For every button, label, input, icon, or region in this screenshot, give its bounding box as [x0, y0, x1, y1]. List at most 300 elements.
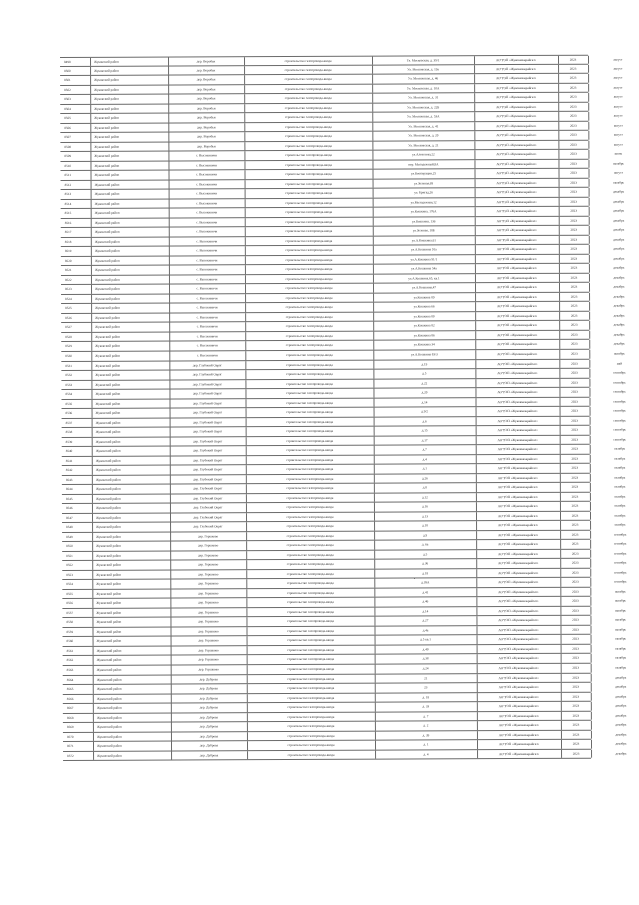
- address-cell: д.18: [422, 571, 429, 576]
- year-cell: 2023: [572, 589, 579, 594]
- address-cell: ул.Кошкина 34: [413, 342, 435, 347]
- month-cell: август: [613, 142, 623, 147]
- month-cell: октябрь: [615, 646, 627, 651]
- month-cell: декабрь: [613, 313, 625, 318]
- address-cell: д.12: [422, 495, 428, 500]
- locality-cell: дер. Горшково: [198, 562, 219, 567]
- row-number: 8502: [64, 87, 71, 92]
- district-cell: Жуковский район: [96, 591, 122, 596]
- locality-cell: с. Высокиничи: [196, 324, 218, 329]
- year-cell: 2023: [571, 513, 579, 518]
- row-number: 8572: [67, 753, 74, 758]
- month-cell: декабрь: [613, 237, 625, 242]
- district-cell: Жуковский район: [94, 77, 119, 82]
- year-cell: 2023: [570, 218, 578, 223]
- address-cell: д. 4: [423, 752, 429, 757]
- organization-cell: АО"РЭП «Жуковмежрайгаз»: [497, 513, 539, 518]
- month-cell: октябрь: [614, 617, 626, 623]
- locality-cell: дер. Воробьи: [197, 143, 216, 149]
- locality-cell: дер. Воробьи: [197, 124, 216, 130]
- work-cell: строительство газопровода-ввода: [287, 666, 335, 672]
- district-cell: Жуковский район: [94, 144, 120, 149]
- year-cell: 2023: [571, 408, 578, 413]
- district-cell: Жуковский район: [95, 467, 121, 473]
- work-cell: строительство газопровода-ввода: [286, 476, 334, 481]
- district-cell: Жуковский район: [96, 639, 122, 644]
- work-cell: строительство газопровода-ввода: [285, 162, 332, 167]
- work-cell: строительство газопровода-ввода: [285, 210, 333, 215]
- month-cell: октябрь: [612, 161, 624, 166]
- year-cell: 2023: [572, 684, 580, 689]
- address-cell: ул.А.Кошкина 54а: [411, 266, 437, 271]
- organization-cell: АО"РЭП «Жуковмежрайгаз»: [498, 637, 539, 642]
- row-number: 8512: [64, 182, 72, 187]
- organization-cell: АО"РЭП «Жуковмежрайгаз»: [497, 485, 539, 490]
- table-row: [63, 749, 627, 761]
- organization-cell: АО"РЭП «Жуковмежрайгаз»: [498, 751, 540, 756]
- locality-cell: дер. Глубокий Овраг: [193, 467, 223, 472]
- district-cell: Жуковский район: [94, 125, 120, 130]
- locality-cell: с. Высокиничи: [196, 343, 218, 348]
- row-number: 8541: [65, 458, 73, 463]
- locality-cell: дер. Горшково: [198, 591, 219, 596]
- month-cell: сентябрь: [613, 389, 626, 394]
- year-cell: 2023: [570, 189, 577, 194]
- row-number: 8501: [64, 77, 71, 83]
- organization-cell: АО"РЭП «Жуковмежрайгаз»: [497, 504, 539, 509]
- work-cell: строительство газопровода-ввода: [286, 514, 334, 519]
- year-cell: 2023: [569, 57, 577, 62]
- district-cell: Жуковский район: [96, 658, 122, 663]
- month-cell: август: [613, 113, 623, 118]
- locality-cell: дер. Горшково: [198, 600, 219, 605]
- locality-cell: дер. Глубокий Овраг: [193, 429, 223, 434]
- organization-cell: АО"РЭП «Жуковмежрайгаз»: [496, 114, 537, 119]
- address-cell: 23: [424, 685, 428, 690]
- work-cell: строительство газопровода-ввода: [287, 638, 334, 643]
- work-cell: строительство газопровода-ввода: [285, 295, 333, 300]
- organization-cell: АО"РЭП «Жуковмежрайгаз»: [498, 675, 539, 680]
- locality-cell: дер. Глубокий Овраг: [193, 448, 223, 453]
- district-cell: Жуковский район: [94, 96, 119, 101]
- organization-cell: АО"РЭП «Жуковмежрайгаз»: [498, 561, 539, 566]
- work-cell: строительство газопровода-ввода: [286, 409, 333, 415]
- organization-cell: АО"РЭП «Жуковмежрайгаз»: [498, 656, 539, 661]
- work-cell: строительство газопровода-ввода: [284, 58, 332, 64]
- district-cell: Жуковский район: [95, 334, 121, 339]
- organization-cell: АО"РЭП «Жуковмежрайгаз»: [498, 551, 539, 556]
- district-cell: Жуковский район: [94, 163, 120, 168]
- row-number: 8522: [64, 277, 72, 282]
- district-cell: Жуковский район: [95, 496, 121, 501]
- organization-cell: АО"РЭП «Жуковмежрайгаз»: [498, 742, 540, 747]
- locality-cell: дер. Глубокий Овраг: [192, 391, 222, 396]
- district-cell: Жуковский район: [94, 249, 120, 254]
- locality-cell: дер. Дуброва: [199, 705, 218, 710]
- organization-cell: АО"РЭП «Жуковмежрайгаз»: [496, 133, 537, 138]
- row-number: 8552: [66, 563, 73, 568]
- row-number: 8517: [64, 230, 72, 235]
- work-cell: строительство газопровода-ввода: [285, 305, 333, 310]
- row-number: 8531: [65, 363, 72, 368]
- year-cell: 2023: [569, 94, 577, 99]
- month-cell: август: [613, 104, 623, 109]
- row-number: 8518: [64, 239, 72, 244]
- month-cell: сентябрь: [613, 541, 627, 546]
- row-number: 8527: [65, 325, 72, 330]
- district-cell: Жуковский район: [94, 201, 120, 206]
- row-number: 8554: [66, 582, 73, 587]
- work-cell: строительство газопровода-ввода: [285, 324, 333, 329]
- organization-cell: АО"РЭП «Жуковмежрайгаз»: [497, 523, 539, 528]
- month-cell: июнь: [614, 151, 623, 156]
- organization-cell: АО"РЭП «Жуковмежрайгаз»: [496, 190, 537, 195]
- district-cell: Жуковский район: [94, 210, 120, 216]
- organization-cell: АО"РЭП «Жуковмежрайгаз»: [497, 542, 539, 547]
- address-cell: ул.А.Кошкина 91/1: [410, 257, 438, 262]
- work-cell: строительство газопровода-ввода: [287, 733, 335, 738]
- month-cell: сентябрь: [613, 380, 626, 385]
- month-cell: август: [613, 66, 623, 71]
- address-cell: д.5: [422, 371, 427, 376]
- organization-cell: АО"РЭП «Жуковмежрайгаз»: [496, 180, 537, 185]
- district-cell: Жуковский район: [95, 401, 121, 406]
- work-cell: строительство газопровода-ввода: [286, 419, 334, 424]
- district-cell: Жуковский район: [94, 191, 120, 197]
- address-cell: ул. Бригад,26: [414, 190, 433, 195]
- month-cell: декабрь: [615, 675, 627, 680]
- year-cell: 2023: [570, 323, 578, 328]
- district-cell: Жуковский район: [95, 458, 121, 463]
- organization-cell: АО"РЭП «Жуковмежрайгаз»: [497, 389, 538, 395]
- month-cell: сентябрь: [613, 370, 626, 375]
- address-cell: ул.Молодежная,12: [410, 200, 437, 205]
- work-cell: строительство газопровода-ввода: [286, 438, 334, 443]
- month-cell: октябрь: [614, 446, 626, 451]
- organization-cell: АО"РЭП «Жуковмежрайгаз»: [495, 85, 537, 90]
- address-cell: д.18: [422, 523, 428, 528]
- work-cell: строительство газопровода-ввода: [285, 238, 333, 243]
- address-cell: Ул. Московская, д. 53А: [406, 114, 440, 119]
- address-cell: д.22: [421, 380, 428, 385]
- organization-cell: АО"РЭП «Жуковмежрайгаз»: [497, 408, 538, 414]
- work-cell: строительство газопровода-ввода: [285, 257, 333, 262]
- locality-cell: с. Высокиничи: [196, 239, 218, 244]
- district-cell: Жуковский район: [95, 477, 121, 482]
- year-cell: 2023: [572, 599, 579, 604]
- year-cell: 2023: [572, 722, 580, 727]
- work-cell: строительство газопровода-ввода: [286, 562, 334, 567]
- work-cell: строительство газопровода-ввода: [284, 76, 332, 82]
- district-cell: Жуковский район: [95, 353, 121, 358]
- month-cell: сентябрь: [613, 532, 627, 537]
- month-cell: декабрь: [613, 294, 625, 299]
- locality-cell: с. Высокиничи: [196, 334, 218, 339]
- locality-cell: дер. Горшково: [198, 572, 219, 577]
- year-cell: 2023: [572, 646, 579, 651]
- row-number: 8528: [65, 334, 72, 339]
- organization-cell: АО"РЭП «Жуковмежрайгаз»: [496, 171, 537, 176]
- organization-cell: АО"РЭП «Жуковмежрайгаз»: [498, 599, 539, 604]
- row-number: 8538: [65, 430, 73, 435]
- organization-cell: АО"РЭП «Жуковмежрайгаз»: [498, 694, 539, 699]
- address-cell: ул.А.Кошкина 91а: [411, 247, 437, 252]
- work-cell: строительство газопровода-ввода: [285, 191, 333, 196]
- row-number: 8571: [66, 744, 74, 749]
- address-cell: д.5: [423, 552, 428, 557]
- month-cell: декабрь: [613, 199, 625, 204]
- organization-cell: АО"РЭП «Жуковмежрайгаз»: [498, 618, 539, 623]
- row-number: 8542: [65, 468, 73, 473]
- district-cell: Жуковский район: [94, 87, 119, 92]
- work-cell: строительство газопровода-ввода: [287, 647, 335, 652]
- year-cell: 2023: [571, 361, 578, 366]
- row-number: 8569: [66, 725, 74, 730]
- district-cell: Жуковский район: [95, 505, 121, 511]
- year-cell: 2023: [571, 503, 579, 509]
- month-cell: декабрь: [613, 275, 625, 280]
- locality-cell: дер. Глубокий Овраг: [193, 486, 223, 491]
- district-cell: Жуковский район: [96, 648, 122, 653]
- locality-cell: дер. Горшково: [198, 543, 219, 548]
- address-cell: пер. Молодежный,8А: [408, 162, 439, 167]
- organization-cell: АО"РЭП «Жуковмежрайгаз»: [497, 351, 538, 357]
- district-cell: Жуковский район: [96, 544, 121, 549]
- locality-cell: дер. Воробьи: [196, 115, 216, 120]
- work-cell: строительство газопровода-ввода: [285, 172, 332, 177]
- address-cell: Ул. Московская, д. 10А: [406, 85, 440, 91]
- address-cell: д.14: [422, 609, 429, 614]
- work-cell: строительство газопровода-ввода: [285, 362, 333, 367]
- organization-cell: АО"РЭП «Жуковмежрайгаз»: [497, 447, 538, 452]
- district-cell: Жуковский район: [94, 153, 120, 159]
- locality-cell: дер. Горшково: [198, 581, 219, 586]
- month-cell: сентябрь: [613, 427, 626, 432]
- address-cell: д.9: [423, 533, 428, 538]
- locality-cell: с. Высокиничи: [196, 210, 218, 215]
- month-cell: октябрь: [615, 627, 626, 632]
- locality-cell: дер. Дуброва: [199, 724, 219, 729]
- locality-cell: дер. Глубокий Овраг: [193, 457, 223, 463]
- organization-cell: АО"РЭП «Жуковмежрайгаз»: [498, 684, 539, 690]
- locality-cell: дер. Дуброва: [199, 695, 218, 700]
- district-cell: Жуковский район: [95, 372, 121, 377]
- year-cell: 2023: [569, 66, 577, 71]
- year-cell: 2023: [571, 551, 579, 556]
- address-cell: д.20: [421, 390, 428, 395]
- row-number: 8568: [66, 715, 74, 720]
- district-cell: Жуковский район: [96, 610, 122, 615]
- district-cell: Жуковский район: [96, 572, 122, 577]
- district-cell: Жуковский район: [94, 59, 119, 64]
- row-number: 8570: [66, 734, 74, 739]
- district-cell: Жуковский район: [97, 753, 122, 758]
- work-cell: строительство газопровода-ввода: [285, 248, 333, 253]
- row-number: 8503: [64, 97, 71, 102]
- locality-cell: дер. Дуброва: [199, 743, 219, 748]
- work-cell: строительство газопровода-ввода: [286, 495, 334, 500]
- work-cell: строительство газопровода-ввода: [286, 390, 333, 396]
- year-cell: 2023: [570, 256, 578, 261]
- month-cell: декабрь: [613, 227, 625, 232]
- row-number: 8540: [65, 449, 73, 454]
- row-number: 8509: [64, 154, 72, 159]
- organization-cell: АО"РЭП «Жуковмежрайгаз»: [497, 342, 538, 347]
- locality-cell: дер. Горшково: [198, 629, 219, 634]
- work-cell: строительство газопровода-ввода: [287, 714, 335, 719]
- year-cell: 2023: [571, 494, 579, 499]
- row-number: 8529: [65, 344, 72, 349]
- address-cell: д.16: [422, 504, 428, 509]
- work-cell: строительство газопровода-ввода: [286, 466, 334, 472]
- locality-cell: с. Высокиничи: [196, 315, 218, 320]
- month-cell: декабрь: [613, 342, 625, 347]
- year-cell: 2023: [571, 399, 578, 404]
- month-cell: август: [613, 75, 623, 80]
- locality-cell: с. Высокиничи: [196, 182, 218, 187]
- locality-cell: с. Высокиничи: [196, 172, 218, 177]
- district-cell: Жуковский район: [96, 667, 122, 672]
- year-cell: 2023: [570, 304, 578, 309]
- district-cell: Жуковский район: [96, 629, 122, 634]
- work-cell: строительство газопровода-ввода: [286, 552, 334, 557]
- month-cell: декабрь: [613, 332, 625, 337]
- district-cell: Жуковский район: [96, 743, 122, 748]
- district-cell: Жуковский район: [96, 601, 122, 606]
- locality-cell: дер. Горшково: [198, 638, 219, 643]
- organization-cell: АО"РЭП «Жуковмежрайгаз»: [495, 75, 537, 81]
- work-cell: строительство газопровода-ввода: [284, 143, 332, 148]
- address-cell: ул.А.Кошкина,47: [411, 285, 437, 290]
- locality-cell: с. Высокиничи: [195, 162, 217, 168]
- row-number: 8545: [65, 496, 73, 501]
- organization-cell: АО"РЭП «Жуковмежрайгаз»: [496, 152, 537, 157]
- district-cell: Жуковский район: [95, 344, 121, 349]
- row-number: 8561: [66, 648, 74, 653]
- row-number: 8532: [65, 372, 72, 377]
- address-cell: 21: [424, 675, 428, 680]
- address-cell: ул.Кошкина, 176А: [410, 209, 437, 214]
- locality-cell: с. Высокиничи: [196, 296, 218, 301]
- row-number: 8516: [64, 220, 72, 225]
- row-number: 8500: [64, 68, 71, 73]
- address-cell: д. 1: [423, 742, 429, 747]
- month-cell: сентябрь: [613, 408, 626, 413]
- address-cell: д.4а: [422, 628, 429, 633]
- address-cell: Ул. Московская, д. 20: [408, 133, 439, 138]
- locality-cell: с. Высокиничи: [196, 353, 218, 358]
- work-cell: строительство газопровода-ввода: [287, 657, 335, 662]
- work-cell: строительство газопровода-ввода: [284, 124, 332, 129]
- year-cell: 2023: [572, 656, 579, 661]
- row-number: 8514: [64, 201, 72, 206]
- month-cell: октябрь: [614, 589, 626, 594]
- month-cell: октябрь: [613, 351, 625, 356]
- organization-cell: АО"РЭП «Жуковмежрайгаз»: [497, 466, 538, 471]
- address-cell: д.1: [422, 466, 427, 471]
- row-number: 8543: [65, 477, 73, 482]
- address-cell: Ул. Московская, д. 22Б: [407, 104, 440, 110]
- year-cell: 2023: [572, 618, 579, 623]
- address-cell: д.9/2: [421, 409, 428, 414]
- locality-cell: дер. Горшково: [198, 553, 219, 558]
- district-cell: Жуковский район: [95, 382, 121, 387]
- month-cell: август: [613, 94, 623, 99]
- district-cell: Жуковский район: [96, 724, 122, 729]
- row-number: 8515: [64, 211, 72, 216]
- district-cell: Жуковский район: [95, 486, 121, 492]
- month-cell: октябрь: [614, 608, 626, 613]
- work-cell: строительство газопровода-ввода: [287, 742, 335, 748]
- locality-cell: дер. Глубокий Овраг: [193, 410, 223, 415]
- locality-cell: дер. Глубокий Овраг: [193, 476, 223, 482]
- address-cell: ул.А.Кошкина,61: [411, 238, 436, 243]
- district-cell: Жуковский район: [95, 420, 121, 425]
- organization-cell: АО"РЭП «Жуковмежрайгаз»: [496, 209, 537, 214]
- address-cell: Ул. Московская, д. 31: [408, 95, 439, 100]
- year-cell: 2023: [571, 446, 579, 451]
- year-cell: 2023: [570, 351, 578, 356]
- address-cell: д.6: [422, 418, 427, 424]
- work-cell: строительство газопровода-ввода: [287, 695, 335, 700]
- organization-cell: АО"РЭП «Жуковмежрайгаз»: [497, 332, 538, 338]
- district-cell: Жуковский район: [94, 68, 119, 73]
- district-cell: Жуковский район: [94, 230, 120, 235]
- year-cell: 2023: [572, 627, 579, 632]
- work-cell: строительство газопровода-ввода: [286, 486, 334, 491]
- organization-cell: АО"РЭП «Жуковмежрайгаз»: [497, 380, 538, 385]
- year-cell: 2023: [570, 208, 577, 214]
- district-cell: Жуковский район: [95, 410, 121, 415]
- address-cell: ул.Кошкина 66: [413, 304, 435, 309]
- year-cell: 2023: [570, 228, 578, 233]
- year-cell: 2023: [569, 104, 577, 109]
- year-cell: 2023: [570, 247, 578, 252]
- organization-cell: АО"РЭП «Жуковмежрайгаз»: [497, 418, 538, 423]
- work-cell: строительство газопровода-ввода: [286, 457, 334, 462]
- work-cell: строительство газопровода-ввода: [285, 267, 333, 272]
- locality-cell: с. Высокиничи: [196, 248, 218, 253]
- month-cell: сентябрь: [613, 437, 626, 442]
- address-cell: д.38: [422, 656, 429, 661]
- locality-cell: дер. Дуброва: [199, 714, 219, 719]
- address-cell: Ул. Московская, д. 19а: [407, 66, 439, 72]
- locality-cell: дер. Воробьи: [196, 86, 216, 91]
- work-cell: строительство газопровода-ввода: [286, 400, 333, 405]
- year-cell: 2023: [572, 694, 580, 699]
- month-cell: октябрь: [614, 503, 626, 508]
- month-cell: август: [613, 123, 623, 128]
- year-cell: 2023: [570, 275, 578, 280]
- address-cell: д.4: [422, 457, 427, 462]
- month-cell: сентябрь: [613, 570, 627, 575]
- row-number: 8507: [64, 135, 71, 140]
- year-cell: 2023: [572, 703, 580, 708]
- month-cell: декабрь: [615, 722, 627, 727]
- organization-cell: АО"РЭП «Жуковмежрайгаз»: [498, 703, 540, 709]
- locality-cell: дер. Глубокий Овраг: [193, 515, 223, 520]
- row-number: 8562: [66, 658, 74, 663]
- organization-cell: АО"РЭП «Жуковмежрайгаз»: [496, 247, 538, 252]
- row-number: 8505: [64, 116, 71, 121]
- works-table: [60, 55, 627, 761]
- organization-cell: АО"РЭП «Жуковмежрайгаз»: [498, 713, 540, 718]
- row-number: 8508: [64, 144, 71, 149]
- district-cell: Жуковский район: [94, 220, 120, 225]
- work-cell: строительство газопровода-ввода: [284, 133, 332, 139]
- address-cell: ул.А.Кошкина,65, кв.1: [408, 276, 440, 281]
- row-number: 8533: [65, 382, 73, 387]
